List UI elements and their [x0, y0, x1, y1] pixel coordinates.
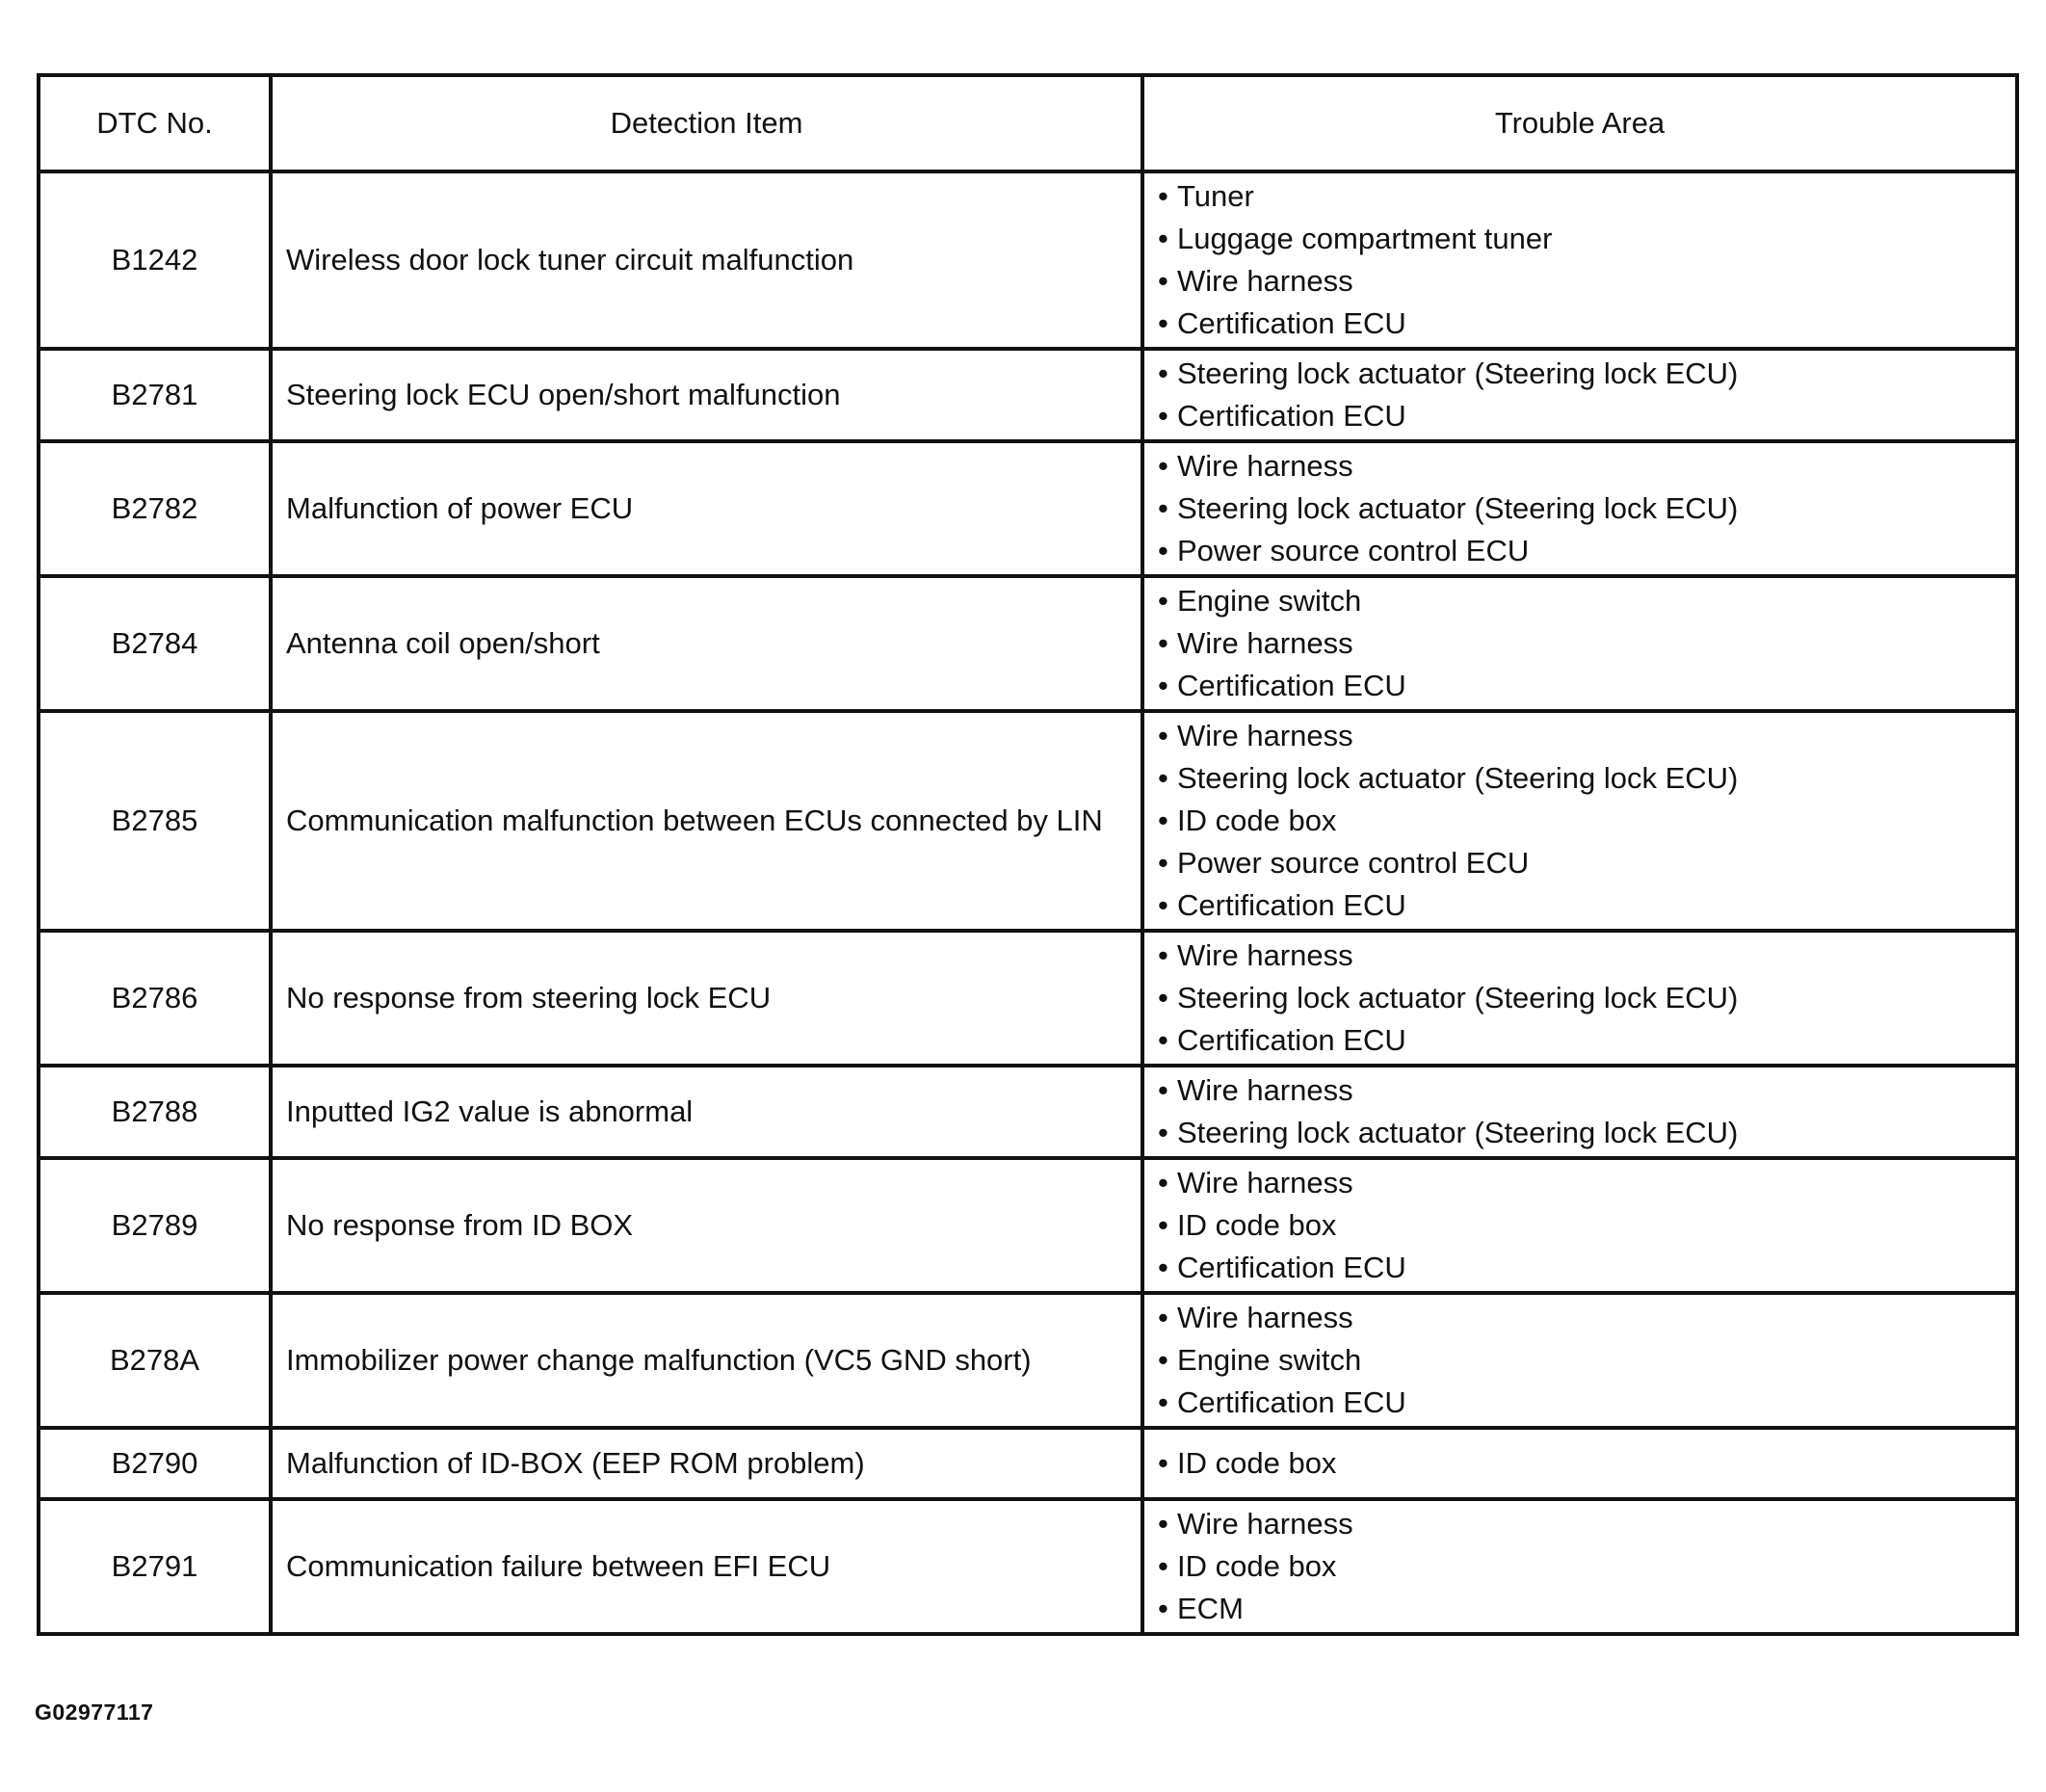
- trouble-area-item: • Certification ECU: [1158, 1019, 2015, 1062]
- table-row: [39, 1066, 2017, 1158]
- trouble-area-item: • Steering lock actuator (Steering lock ECU): [1158, 353, 2015, 395]
- trouble-area-cell: [1142, 576, 2017, 711]
- detection-item-cell: Antenna coil open/short: [271, 576, 1142, 711]
- trouble-area-list: [1158, 580, 2015, 707]
- detection-item-cell: Communication malfunction between ECUs connected by LIN: [271, 711, 1142, 931]
- trouble-area-item: • Certification ECU: [1158, 884, 2015, 927]
- trouble-area-item: • Engine switch: [1158, 1339, 2015, 1382]
- table-row: [39, 171, 2017, 349]
- detection-item-cell: Immobilizer power change malfunction (VC5 GND short): [271, 1293, 1142, 1428]
- trouble-area-item: • Steering lock actuator (Steering lock ECU): [1158, 757, 2015, 800]
- dtc-code-cell: B2790: [39, 1428, 271, 1499]
- dtc-code-cell: B2789: [39, 1158, 271, 1293]
- table-row: [39, 1158, 2017, 1293]
- table-row: [39, 1293, 2017, 1428]
- trouble-area-item: • Wire harness: [1158, 622, 2015, 665]
- trouble-area-list: [1158, 935, 2015, 1062]
- trouble-area-item: • Certification ECU: [1158, 1382, 2015, 1424]
- dtc-code-cell: B2782: [39, 441, 271, 576]
- trouble-area-list: [1158, 1162, 2015, 1289]
- figure-code: G02977117: [35, 1700, 154, 1725]
- trouble-area-item: • Wire harness: [1158, 935, 2015, 977]
- trouble-area-item: • Certification ECU: [1158, 303, 2015, 345]
- header-dtc-no: DTC No.: [39, 75, 271, 171]
- trouble-area-cell: [1142, 931, 2017, 1066]
- header-detection-item: Detection Item: [271, 75, 1142, 171]
- trouble-area-cell: [1142, 711, 2017, 931]
- table-body: [39, 171, 2017, 1634]
- detection-item-cell: Malfunction of power ECU: [271, 441, 1142, 576]
- trouble-area-item: • Certification ECU: [1158, 665, 2015, 707]
- trouble-area-cell: [1142, 1066, 2017, 1158]
- table-row: [39, 931, 2017, 1066]
- dtc-table: [37, 73, 2019, 1636]
- dtc-code-cell: B2791: [39, 1499, 271, 1634]
- detection-item-cell: No response from steering lock ECU: [271, 931, 1142, 1066]
- trouble-area-item: • Wire harness: [1158, 1162, 2015, 1204]
- trouble-area-cell: [1142, 441, 2017, 576]
- trouble-area-item: • Power source control ECU: [1158, 530, 2015, 572]
- trouble-area-list: [1158, 1069, 2015, 1154]
- dtc-code-cell: B2788: [39, 1066, 271, 1158]
- trouble-area-item: • ID code box: [1158, 800, 2015, 842]
- trouble-area-list: [1158, 1442, 2015, 1485]
- trouble-area-item: • Steering lock actuator (Steering lock ECU): [1158, 488, 2015, 530]
- trouble-area-item: • Wire harness: [1158, 1297, 2015, 1339]
- table-row: [39, 711, 2017, 931]
- trouble-area-list: [1158, 353, 2015, 437]
- trouble-area-item: • Power source control ECU: [1158, 842, 2015, 884]
- dtc-code-cell: B2784: [39, 576, 271, 711]
- dtc-code-cell: B2781: [39, 349, 271, 441]
- table-row: [39, 1428, 2017, 1499]
- trouble-area-list: [1158, 175, 2015, 345]
- dtc-code-cell: B2785: [39, 711, 271, 931]
- dtc-code-cell: B1242: [39, 171, 271, 349]
- dtc-code-cell: B2786: [39, 931, 271, 1066]
- table-row: [39, 349, 2017, 441]
- header-trouble-area: Trouble Area: [1142, 75, 2017, 171]
- trouble-area-cell: [1142, 1293, 2017, 1428]
- header-row: [39, 75, 2017, 171]
- trouble-area-item: • Wire harness: [1158, 1069, 2015, 1112]
- trouble-area-item: • ID code box: [1158, 1442, 2015, 1485]
- trouble-area-list: [1158, 715, 2015, 927]
- detection-item-cell: Steering lock ECU open/short malfunction: [271, 349, 1142, 441]
- trouble-area-list: [1158, 1297, 2015, 1424]
- trouble-area-item: • Steering lock actuator (Steering lock ECU): [1158, 1112, 2015, 1154]
- trouble-area-item: • Engine switch: [1158, 580, 2015, 622]
- trouble-area-list: [1158, 1503, 2015, 1630]
- detection-item-cell: No response from ID BOX: [271, 1158, 1142, 1293]
- trouble-area-cell: [1142, 349, 2017, 441]
- detection-item-cell: Malfunction of ID-BOX (EEP ROM problem): [271, 1428, 1142, 1499]
- trouble-area-item: • Wire harness: [1158, 1503, 2015, 1545]
- trouble-area-item: • Certification ECU: [1158, 1247, 2015, 1289]
- trouble-area-item: • Luggage compartment tuner: [1158, 218, 2015, 260]
- trouble-area-cell: [1142, 1499, 2017, 1634]
- trouble-area-item: • Certification ECU: [1158, 395, 2015, 437]
- trouble-area-cell: [1142, 1428, 2017, 1499]
- trouble-area-item: • ID code box: [1158, 1545, 2015, 1588]
- trouble-area-item: • Wire harness: [1158, 445, 2015, 488]
- detection-item-cell: Communication failure between EFI ECU: [271, 1499, 1142, 1634]
- table-row: [39, 1499, 2017, 1634]
- trouble-area-cell: [1142, 171, 2017, 349]
- table-row: [39, 441, 2017, 576]
- trouble-area-item: • Steering lock actuator (Steering lock ECU): [1158, 977, 2015, 1019]
- trouble-area-item: • Tuner: [1158, 175, 2015, 218]
- detection-item-cell: Inputted IG2 value is abnormal: [271, 1066, 1142, 1158]
- trouble-area-item: • Wire harness: [1158, 260, 2015, 303]
- trouble-area-item: • ID code box: [1158, 1204, 2015, 1247]
- trouble-area-item: • ECM: [1158, 1588, 2015, 1630]
- trouble-area-cell: [1142, 1158, 2017, 1293]
- table-row: [39, 576, 2017, 711]
- trouble-area-list: [1158, 445, 2015, 572]
- dtc-code-cell: B278A: [39, 1293, 271, 1428]
- detection-item-cell: Wireless door lock tuner circuit malfunction: [271, 171, 1142, 349]
- trouble-area-item: • Wire harness: [1158, 715, 2015, 757]
